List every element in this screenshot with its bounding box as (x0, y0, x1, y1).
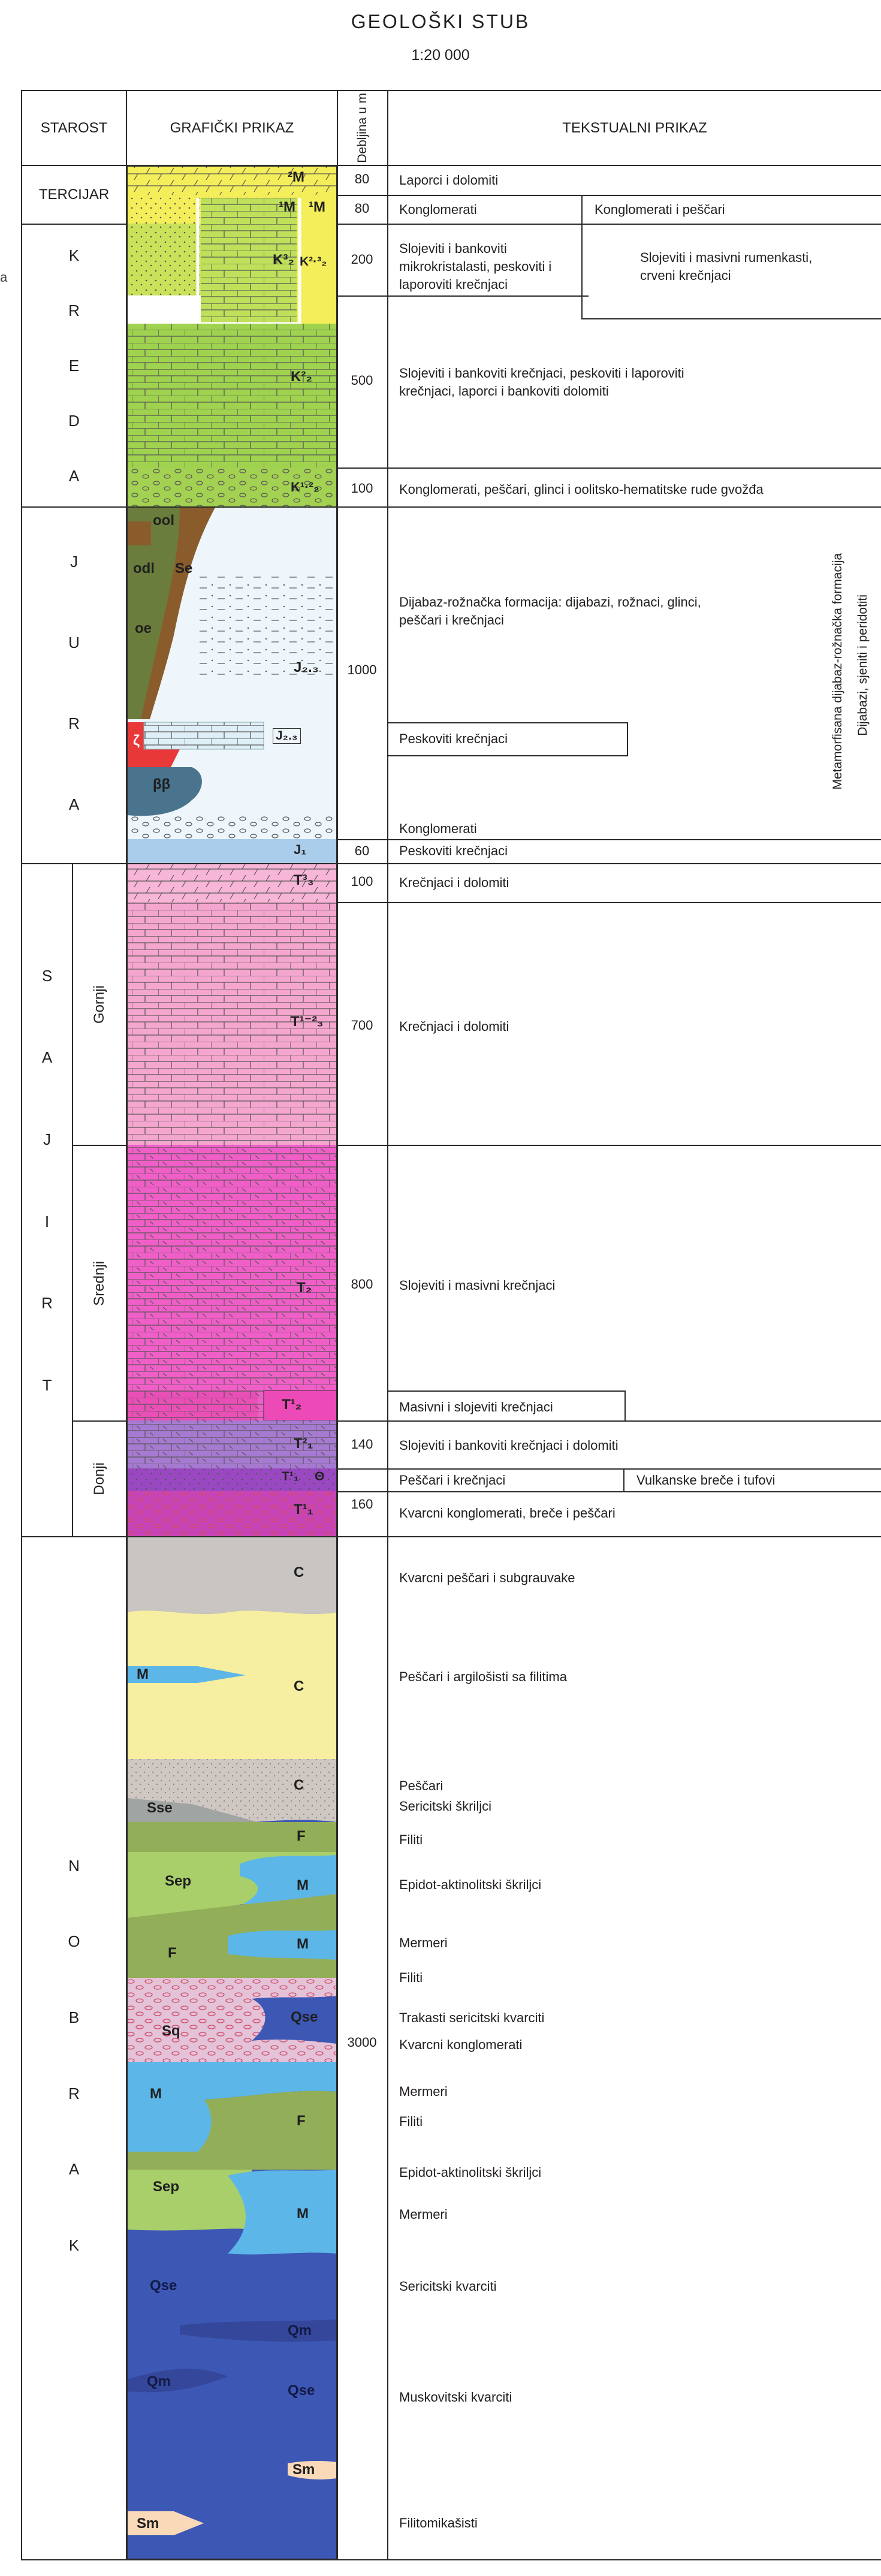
header-bottom-line (21, 165, 881, 166)
symbol-j23-box: J₂.₃ (273, 728, 301, 744)
symbol-j1: J₁ (294, 842, 307, 857)
symbol-t12: T²₁ (294, 1435, 313, 1452)
litho-m2: M (297, 1877, 309, 1893)
desc-karbon-1: Kvarcni peščari i subgrauvake (399, 1570, 575, 1585)
epoch-srednji: Srednji (91, 1260, 107, 1306)
period-karbon (22, 1828, 126, 2284)
litho-m5: M (297, 2206, 309, 2222)
thickness-k2-2: 500 (351, 373, 373, 388)
desc-konglomerati: Konglomerati (399, 202, 477, 217)
trijas-letter: T (42, 1376, 52, 1395)
litho-m3: M (297, 1936, 309, 1952)
epoch-donji: Donji (91, 1462, 107, 1495)
litho-sep2: Sep (153, 2179, 180, 2195)
litho-f3: F (297, 2113, 306, 2129)
desc-karbon-10: Kvarcni konglomerati (399, 2037, 523, 2052)
thickness-t3-12: 700 (351, 1018, 373, 1033)
litho-sep1: Sep (165, 1873, 192, 1889)
symbol-k2-23: K²·³₂ (300, 255, 327, 269)
trijas-letter: S (41, 966, 53, 985)
litho-sq: Sq (162, 2023, 180, 2039)
desc-t33: Krečnjaci i dolomiti (399, 875, 509, 890)
litho-ool: ool (153, 512, 174, 529)
header-graphic: GRAFIČKI PRIKAZ (170, 119, 294, 136)
trijas-letter: I (44, 1212, 50, 1230)
thickness-t33: 100 (351, 874, 373, 889)
desc-konglomerati-pescari: Konglomerati i peščari (595, 202, 725, 217)
thickness-t2: 800 (351, 1277, 373, 1292)
thickness-2m: 80 (354, 171, 370, 186)
desc-karbon-15: Sericitski kvarciti (399, 2279, 497, 2294)
karbon-letter: B (68, 2008, 80, 2027)
karbon-letter: O (68, 1932, 80, 1951)
litho-qm1: Qm (288, 2322, 312, 2339)
litho-sm2: Sm (137, 2515, 159, 2532)
symbol-j23: J₂.₃ (294, 659, 319, 675)
symbol-2m: ²M (288, 169, 304, 185)
thickness-t12: 140 (351, 1437, 373, 1452)
desc-karbon-14: Mermeri (399, 2207, 448, 2222)
thickness-k2-12: 100 (351, 481, 373, 496)
desc-k2-3-right: Slojeviti i masivni rumenkasti, crveni krečnjaci (640, 250, 813, 283)
litho-qse1: Qse (291, 2009, 318, 2025)
side-note-metamorph: Metamorfisana dijabaz-rožnačka formacija (831, 553, 844, 790)
desc-karbon-8: Filiti (399, 1970, 423, 1985)
desc-karbon-9: Trakasti sericitski kvarciti (399, 2010, 545, 2025)
desc-k2-2: Slojeviti i bankoviti krečnjaci, peskoviti i laporoviti krečnjaci, laporci i bankoviti dolomiti (399, 366, 684, 399)
thickness-t11: 160 (351, 1497, 373, 1512)
left-edge-letter: a (0, 270, 8, 285)
litho-odl: odl (133, 560, 155, 577)
desc-t21: Masivni i slojeviti krečnjaci (399, 1399, 553, 1414)
header-thickness: Debljina u m (355, 93, 369, 163)
desc-karbon-13: Epidot-aktinolitski škriljci (399, 2165, 542, 2180)
jura-letter: U (68, 634, 80, 651)
symbol-k2-2: K²₂ (291, 369, 312, 385)
litho-sm1: Sm (292, 2462, 315, 2478)
desc-karbon-5: Filiti (399, 1832, 423, 1847)
desc-t3-12: Krečnjaci i dolomiti (399, 1019, 509, 1034)
symbol-1m-b: ¹M (309, 199, 325, 215)
desc-peskoviti-j23: Peskoviti krečnjaci (399, 731, 508, 746)
litho-qse3: Qse (288, 2382, 315, 2399)
desc-konglomerati-j: Konglomerati (399, 821, 477, 836)
desc-t2: Slojeviti i masivni krečnjaci (399, 1278, 556, 1293)
period-tercijar: TERCIJAR (38, 186, 110, 203)
thickness-j23: 1000 (347, 662, 377, 677)
period-trijas (22, 935, 72, 1426)
desc-laporci: Laporci i dolomiti (399, 173, 499, 188)
kreda-letter: E (68, 356, 80, 375)
symbol-1m-a: ¹M (279, 199, 295, 215)
jura-letter: J (70, 553, 78, 571)
symbol-t2: T₂ (297, 1280, 312, 1296)
symbol-t11-b: T¹₁ (294, 1501, 313, 1518)
period-jura (22, 521, 126, 845)
thickness-k2-23: 200 (351, 252, 373, 267)
litho-f1: F (297, 1828, 306, 1844)
jura-letter: R (68, 714, 80, 732)
litho-qse2: Qse (150, 2278, 177, 2294)
desc-k2-12: Konglomerati, peščari, glinci i oolitsko-hematitske rude gvožđa (399, 482, 764, 497)
desc-t11: Peščari i krečnjaci (399, 1473, 506, 1488)
desc-karbon-4: Sericitski škriljci (399, 1799, 491, 1814)
epoch-gornji: Gornji (91, 985, 107, 1024)
litho-zeta: ζ (133, 732, 140, 749)
litho-sse: Sse (147, 1800, 173, 1816)
karbon-letter: N (68, 1856, 80, 1875)
scale-label: 1:20 000 (411, 47, 470, 64)
symbol-t3-12: T¹⁻²₃ (291, 1013, 324, 1030)
symbol-t11: T¹₁ (282, 1470, 299, 1483)
litho-m4: M (150, 2086, 162, 2102)
desc-karbon-11: Mermeri (399, 2084, 448, 2099)
kreda-letter: R (68, 301, 80, 319)
desc-karbon-2: Peščari i argilošisti sa filitima (399, 1669, 567, 1684)
thickness-j1: 60 (354, 843, 370, 858)
symbol-k2-3: K³₂ (273, 252, 294, 268)
desc-peskoviti-j1: Peskoviti krečnjaci (399, 843, 508, 858)
kreda-letter: K (68, 246, 80, 264)
symbol-k2-12: K¹·²₂ (291, 479, 319, 494)
desc-karbon-17: Filitomikašisti (399, 2515, 478, 2530)
litho-c2: C (294, 1678, 304, 1694)
jura-letter: A (68, 795, 80, 813)
symbol-t33: T³₃ (294, 872, 314, 888)
karbon-letter: A (68, 2160, 80, 2179)
litho-c3: C (294, 1777, 304, 1793)
desc-karbon-6: Epidot-aktinolitski škriljci (399, 1877, 542, 1892)
side-note-dijabazi: Dijabazi, sjeniti i peridotiti (856, 595, 870, 736)
symbol-theta: Θ (315, 1470, 325, 1483)
litho-qm2: Qm (147, 2373, 171, 2390)
trijas-letter: A (41, 1048, 53, 1067)
desc-karbon-7: Mermeri (399, 1935, 448, 1950)
desc-t12: Slojeviti i bankoviti krečnjaci i dolomiti (399, 1438, 618, 1453)
desc-karbon-16: Muskovitski kvarciti (399, 2390, 512, 2405)
litho-c1: C (294, 1564, 304, 1580)
header-age: STAROST (40, 119, 108, 136)
trijas-letter: J (43, 1130, 51, 1149)
litho-oe: oe (135, 620, 152, 637)
thickness-1m: 80 (354, 201, 370, 216)
desc-k2-23: Slojeviti i bankoviti mikrokristalasti, peskoviti i laporoviti krečnjaci (399, 241, 552, 292)
desc-karbon-3: Peščari (399, 1778, 443, 1793)
desc-kvarcni-kongl: Kvarcni konglomerati, breče i peščari (399, 1506, 616, 1521)
thickness-karbon: 3000 (347, 2035, 377, 2050)
litho-bb: ββ (153, 776, 171, 792)
kreda-letter: D (68, 411, 80, 430)
desc-dijabaz: Dijabaz-rožnačka formacija: dijabazi, rožnaci, glinci, peščari i krečnjaci (399, 595, 701, 628)
karbon-letter: R (68, 2084, 80, 2103)
litho-f2: F (168, 1945, 177, 1961)
header-text: TEKSTUALNI PRIKAZ (562, 119, 707, 136)
kreda-letter: A (68, 466, 80, 485)
litho-m1: M (137, 1666, 149, 1682)
symbol-t21: T¹₂ (282, 1396, 302, 1413)
period-kreda (22, 228, 126, 503)
desc-karbon-12: Filiti (399, 2114, 423, 2129)
karbon-letter: K (68, 2236, 80, 2255)
page-title: GEOLOŠKI STUB (351, 11, 530, 32)
desc-vulkanske: Vulkanske breče i tufovi (636, 1473, 776, 1488)
litho-se: Se (175, 560, 193, 577)
trijas-letter: R (41, 1294, 53, 1313)
